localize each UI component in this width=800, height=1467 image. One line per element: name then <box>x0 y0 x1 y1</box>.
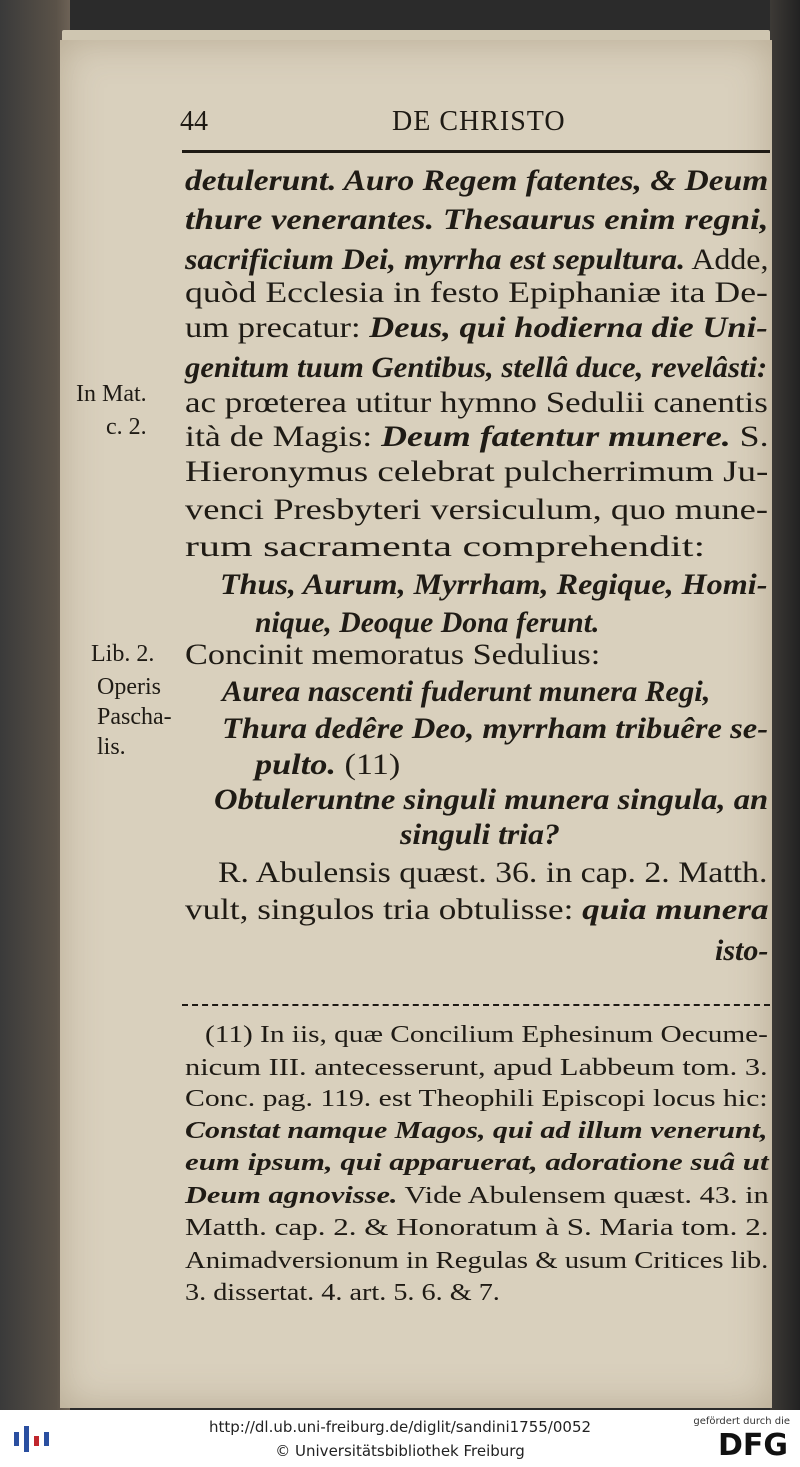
body-line <box>185 311 768 345</box>
roman-segment: (11) In iis, quæ Concilium Ephesinum Oecume- <box>205 1022 768 1048</box>
roman-segment: Animadversionum in Regulas & usum Critices lib. <box>185 1248 769 1274</box>
roman-segment: Concinit memoratus Sedulius: <box>185 638 601 671</box>
funded-by-text: gefördert durch die <box>693 1416 790 1427</box>
italic-segment: Thura dedêre Deo, myrrham tribuêre se- <box>222 712 769 745</box>
footnote-line <box>185 1248 768 1275</box>
italic-segment: Deum agnovisse. <box>185 1183 398 1209</box>
body-line <box>185 493 768 527</box>
footnote-line <box>185 1150 769 1177</box>
roman-segment: Adde, <box>685 243 769 276</box>
copyright-text: © Universitätsbibliothek Freiburg <box>275 1442 525 1460</box>
roman-segment: quòd Ecclesia in festo Epiphaniæ ita De- <box>185 276 768 309</box>
margin-note: In Mat. <box>76 381 147 407</box>
body-line <box>218 856 767 890</box>
italic-segment: Thus, Aurum, Myrrham, Regique, Homi- <box>220 568 768 601</box>
body-line <box>222 675 710 709</box>
dfg-logo: DFG <box>717 1428 788 1463</box>
body-line <box>400 818 560 852</box>
margin-note: Pascha- <box>97 704 172 730</box>
page-number: 44 <box>180 106 208 137</box>
footnote-line <box>185 1086 768 1113</box>
body-line <box>185 351 767 385</box>
margin-note: Lib. 2. <box>91 641 155 667</box>
footnote-line <box>185 1280 500 1307</box>
header-rule <box>182 150 770 153</box>
body-line <box>220 568 767 602</box>
body-line <box>214 783 768 817</box>
italic-segment: Deus, qui hodierna die Uni- <box>369 311 768 344</box>
italic-segment: detulerunt. Auro Regem fatentes, & Deum <box>185 164 769 197</box>
body-line <box>185 386 768 420</box>
roman-segment: ità de Magis: <box>185 420 382 453</box>
roman-segment: rum sacramenta comprehendit: <box>185 530 706 563</box>
body-line <box>255 748 400 782</box>
running-head: DE CHRISTO <box>392 106 566 137</box>
page-header <box>180 106 770 146</box>
viewer-footer <box>0 1410 800 1467</box>
body-line <box>185 893 769 927</box>
italic-segment: sacrificium Dei, myrrha est sepultura. <box>185 243 686 276</box>
italic-segment: Constat namque Magos, qui ad illum venerunt, <box>185 1118 768 1144</box>
footnote-line <box>185 1118 768 1145</box>
roman-segment: Hieronymus celebrat pulcherrimum Ju- <box>185 455 769 488</box>
roman-segment: Matth. cap. 2. & Honoratum à S. Maria tom. 2. <box>185 1215 769 1241</box>
permalink-url[interactable]: http://dl.ub.uni-freiburg.de/diglit/sandini1755/0052 <box>208 1418 592 1436</box>
footnote-line <box>185 1183 769 1210</box>
roman-segment: ac prœterea utitur hymno Sedulii canentis <box>185 386 768 419</box>
body-line <box>185 276 768 310</box>
italic-segment: isto- <box>715 934 769 967</box>
italic-segment: Obtuleruntne singuli munera singula, an <box>214 783 769 816</box>
body-line <box>185 530 705 564</box>
roman-segment: S. <box>730 420 769 453</box>
italic-segment: pulto. <box>255 748 336 781</box>
margin-note: lis. <box>97 734 126 760</box>
roman-segment: R. Abulensis quæst. 36. in cap. 2. Matth. <box>218 856 768 889</box>
body-line <box>185 164 768 198</box>
footnote-line <box>185 1215 768 1242</box>
italic-segment: nique, Deoque Dona ferunt. <box>255 606 600 639</box>
body-line <box>255 606 599 640</box>
roman-segment: 3. dissertat. 4. art. 5. 6. & 7. <box>185 1280 500 1306</box>
margin-note: c. 2. <box>106 414 147 440</box>
body-line <box>715 934 768 968</box>
italic-segment: singuli tria? <box>400 818 560 851</box>
roman-segment: Conc. pag. 119. est Theophili Episcopi locus hic: <box>185 1086 768 1112</box>
italic-segment: quia munera <box>582 893 769 926</box>
roman-segment: (11) <box>335 748 401 781</box>
footnote-line <box>205 1022 768 1049</box>
scan-right-border <box>770 0 800 1410</box>
italic-segment: Aurea nascenti fuderunt munera Regi, <box>222 675 711 708</box>
body-line <box>185 638 600 672</box>
roman-segment: nicum III. antecesserunt, apud Labbeum tom. 3. <box>185 1055 768 1081</box>
body-line <box>222 712 768 746</box>
body-line <box>185 455 768 489</box>
body-line <box>185 203 768 237</box>
italic-segment: thure venerantes. Thesaurus enim regni, <box>185 203 769 236</box>
italic-segment: eum ipsum, qui apparuerat, adoratione suâ ut <box>185 1150 769 1176</box>
margin-note: Operis <box>97 674 161 700</box>
footnote-rule <box>182 1004 770 1006</box>
roman-segment: um precatur: <box>185 311 370 344</box>
roman-segment: vult, singulos tria obtulisse: <box>185 893 583 926</box>
italic-segment: genitum tuum Gentibus, stellâ duce, revelâsti: <box>185 351 768 384</box>
italic-segment: Deum fatentur munere. <box>381 420 731 453</box>
roman-segment: venci Presbyteri versiculum, quo mune- <box>185 493 769 526</box>
roman-segment: Vide Abulensem quæst. 43. in <box>397 1183 769 1209</box>
footnote-line <box>185 1055 768 1082</box>
body-line <box>185 243 768 277</box>
body-line <box>185 420 769 454</box>
